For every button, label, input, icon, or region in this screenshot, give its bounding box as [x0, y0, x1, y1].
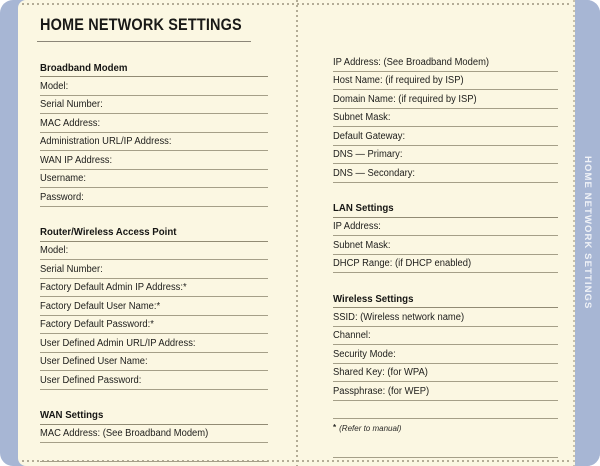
form-field-row — [40, 279, 268, 298]
field-label: MAC Address: — [40, 117, 101, 129]
form-field-row — [333, 308, 558, 327]
blank-write-in-line — [40, 443, 268, 462]
form-field-row — [40, 96, 268, 115]
form-field-row — [40, 133, 268, 152]
field-label: WAN IP Address: — [40, 154, 113, 166]
field-label: SSID: (Wireless network name) — [333, 311, 465, 323]
form-field-row — [40, 425, 268, 444]
page-title: HOME NETWORK SETTINGS — [40, 15, 242, 34]
field-label: Model: — [40, 80, 69, 92]
field-label: Subnet Mask: — [333, 239, 391, 251]
field-label: Username: — [40, 173, 86, 184]
form-field-row — [333, 146, 558, 165]
field-label: User Defined Admin URL/IP Address: — [40, 337, 196, 349]
form-field-row — [40, 353, 268, 372]
field-label: Default Gateway: — [333, 130, 406, 142]
form-field-row — [333, 327, 558, 346]
form-field-row — [333, 53, 558, 72]
field-label: Model: — [40, 245, 69, 256]
field-label: DHCP Range: (if DHCP enabled) — [333, 258, 472, 269]
field-label: User Defined User Name: — [40, 356, 148, 367]
section-heading — [333, 197, 558, 218]
form-field-row — [333, 218, 558, 237]
form-field-row — [333, 90, 558, 109]
left-page — [40, 0, 268, 462]
form-field-row — [333, 72, 558, 91]
blank-write-in-line — [333, 439, 558, 458]
form-field-row — [333, 364, 558, 383]
page-title-block — [37, 0, 251, 42]
field-label: DNS — Secondary: — [333, 167, 416, 179]
form-field-row — [40, 114, 268, 133]
form-field-row — [40, 260, 268, 279]
section-heading-label: Router/Wireless Access Point — [40, 226, 177, 238]
field-label: Passphrase: (for WEP) — [333, 385, 430, 397]
side-tab-label: HOME NETWORK SETTINGS — [582, 156, 593, 310]
field-label: Serial Number: — [40, 263, 103, 275]
left-page-form — [40, 56, 268, 462]
form-field-row — [40, 297, 268, 316]
field-label: Serial Number: — [40, 99, 103, 110]
trailing-blank-line-holder — [333, 439, 558, 458]
form-field-row — [40, 334, 268, 353]
field-label: Administration URL/IP Address: — [40, 136, 172, 147]
right-page — [333, 0, 558, 458]
field-label: Channel: — [333, 330, 371, 341]
field-label: IP Address: — [333, 221, 381, 232]
form-field-row — [40, 371, 268, 390]
field-label: Factory Default Admin IP Address:* — [40, 282, 187, 293]
form-field-row — [40, 77, 268, 96]
footnote-text: (Refer to manual) — [339, 424, 402, 433]
field-label: Shared Key: (for WPA) — [333, 367, 428, 378]
section-heading — [40, 404, 268, 425]
form-field-row — [333, 127, 558, 146]
form-field-row — [333, 382, 558, 401]
field-label: Subnet Mask: — [333, 112, 391, 123]
field-label: Factory Default User Name:* — [40, 300, 161, 312]
form-field-row — [40, 151, 268, 170]
section-heading — [40, 56, 268, 77]
section-heading-label: WAN Settings — [40, 409, 104, 421]
footnote — [333, 424, 558, 439]
side-tab — [575, 0, 600, 466]
field-label: Factory Default Password:* — [40, 319, 154, 330]
footnote-asterisk: * — [333, 423, 337, 432]
form-field-row — [40, 188, 268, 207]
form-field-row — [333, 345, 558, 364]
field-label: MAC Address: (See Broadband Modem) — [40, 428, 209, 439]
section-heading-label: LAN Settings — [333, 202, 394, 214]
blank-write-in-line — [333, 401, 558, 420]
form-field-row — [333, 236, 558, 255]
field-label: DNS — Primary: — [333, 149, 403, 160]
section-heading — [333, 287, 558, 308]
form-field-row — [333, 255, 558, 274]
form-field-row — [40, 170, 268, 189]
field-label: Password: — [40, 191, 84, 203]
section-heading-label: Broadband Modem — [40, 61, 128, 74]
form-field-row — [40, 316, 268, 335]
field-label: User Defined Password: — [40, 374, 142, 386]
right-page-form — [333, 0, 558, 419]
field-label: Security Mode: — [333, 348, 396, 360]
section-heading — [40, 221, 268, 242]
section-heading-label: Wireless Settings — [333, 292, 414, 305]
form-field-row — [40, 242, 268, 261]
center-binding-line — [296, 0, 298, 466]
form-field-row — [333, 164, 558, 183]
field-label: Host Name: (if required by ISP) — [333, 75, 464, 86]
form-field-row — [333, 109, 558, 128]
field-label: Domain Name: (if required by ISP) — [333, 93, 477, 105]
field-label: IP Address: (See Broadband Modem) — [333, 56, 490, 68]
